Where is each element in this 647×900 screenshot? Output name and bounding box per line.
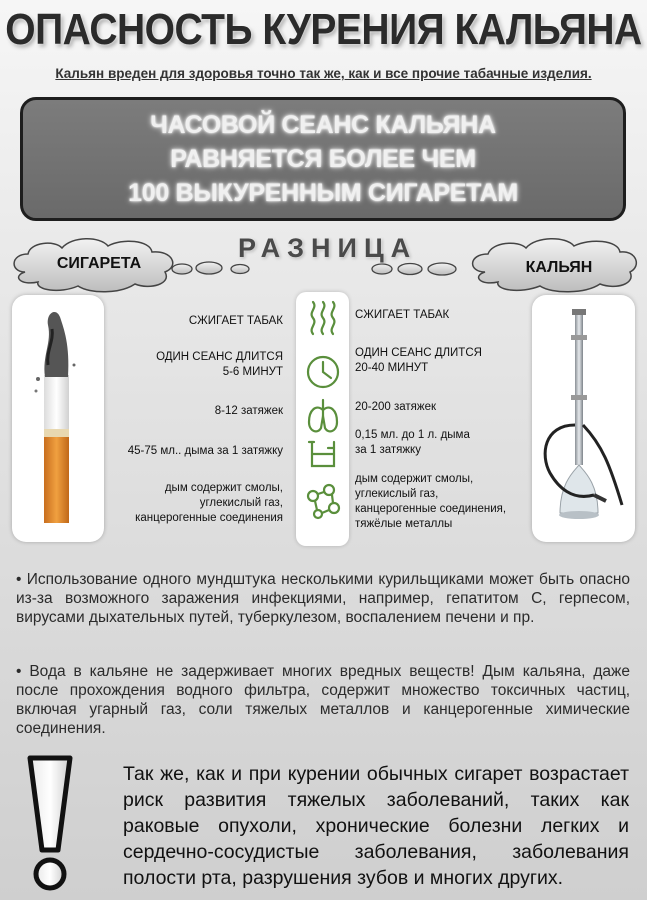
lungs-icon	[309, 400, 337, 431]
hookah-image	[532, 295, 635, 542]
icon-strip	[296, 292, 349, 546]
icon-strip-svg	[296, 292, 349, 546]
clock-icon	[308, 357, 338, 387]
hookah-fact-burn: СЖИГАЕТ ТАБАК	[355, 309, 450, 321]
hookah-illustration	[532, 295, 635, 542]
beaker-icon	[309, 442, 334, 466]
hookah-fact-puffs: 20-200 затяжек	[355, 401, 437, 413]
hookah-label: КАЛЬЯН	[525, 259, 593, 276]
molecule-icon	[308, 485, 339, 518]
cigarette-fact-duration: ОДИН СЕАНС ДЛИТСЯ 5-6 МИНУТ	[156, 351, 283, 378]
highlight-banner	[20, 97, 626, 221]
cigarette-fact-burn: СЖИГАЕТ ТАБАК	[188, 315, 283, 327]
banner-line-1: ЧАСОВОЙ СЕАНС КАЛЬЯНА	[150, 111, 496, 139]
page-title: ОПАСНОСТЬ КУРЕНИЯ КАЛЬЯНА	[5, 6, 642, 55]
hookah-fact-contents: дым содержит смолы, углекислый газ, канцерогенные соединения, тяжёлые металлы	[355, 473, 507, 530]
warning-text: Так же, как и при курении обычных сигарет возрастает риск развития тяжелых заболеваний, таких как раковые опухоли, хронические болезни легких и сердечно-сосудистые заболевания, заболевания полости рта, разрушения зубов и многих других.	[123, 763, 629, 889]
exclamation-icon	[20, 752, 80, 894]
cigarette-fact-smoke: 45-75 мл.. дыма за 1 затяжку	[127, 445, 283, 457]
bullet-infection: • Использование одного мундштука несколькими курильщиками может быть опасно из-за возможного заражения инфекциями, например, гепатитом С, герпесом, вирусами дыхательных путей, туберкулезом, воспалением печени и пр.	[16, 571, 630, 626]
page-subtitle: Кальян вреден для здоровья точно так же, как и все прочие табачные изделия.	[55, 66, 592, 81]
cigarette-fact-puffs: 8-12 затяжек	[214, 405, 283, 417]
hookah-fact-duration: ОДИН СЕАНС ДЛИТСЯ 20-40 МИНУТ	[355, 347, 482, 374]
cigarette-fact-contents: дым содержит смолы, углекислый газ, канцерогенные соединения	[135, 482, 283, 524]
bullet-water-filter: • Вода в кальяне не задерживает многих вредных веществ! Дым кальяна, даже после прохождения водного фильтра, содержит множество токсичных частиц, включая угарный газ, соли тяжелых металлов и канцерогенные химические соединения.	[16, 663, 630, 737]
hookah-fact-smoke: 0,15 мл. до 1 л. дыма за 1 затяжку	[355, 429, 470, 456]
cigarette-label: СИГАРЕТА	[56, 255, 142, 272]
smoke-icon	[312, 302, 335, 334]
banner-line-2: РАВНЯЕТСЯ БОЛЕЕ ЧЕМ	[170, 145, 476, 173]
banner-line-3: 100 ВЫКУРЕННЫМ СИГАРЕТАМ	[128, 179, 518, 207]
difference-heading: РАЗНИЦА	[238, 233, 418, 263]
